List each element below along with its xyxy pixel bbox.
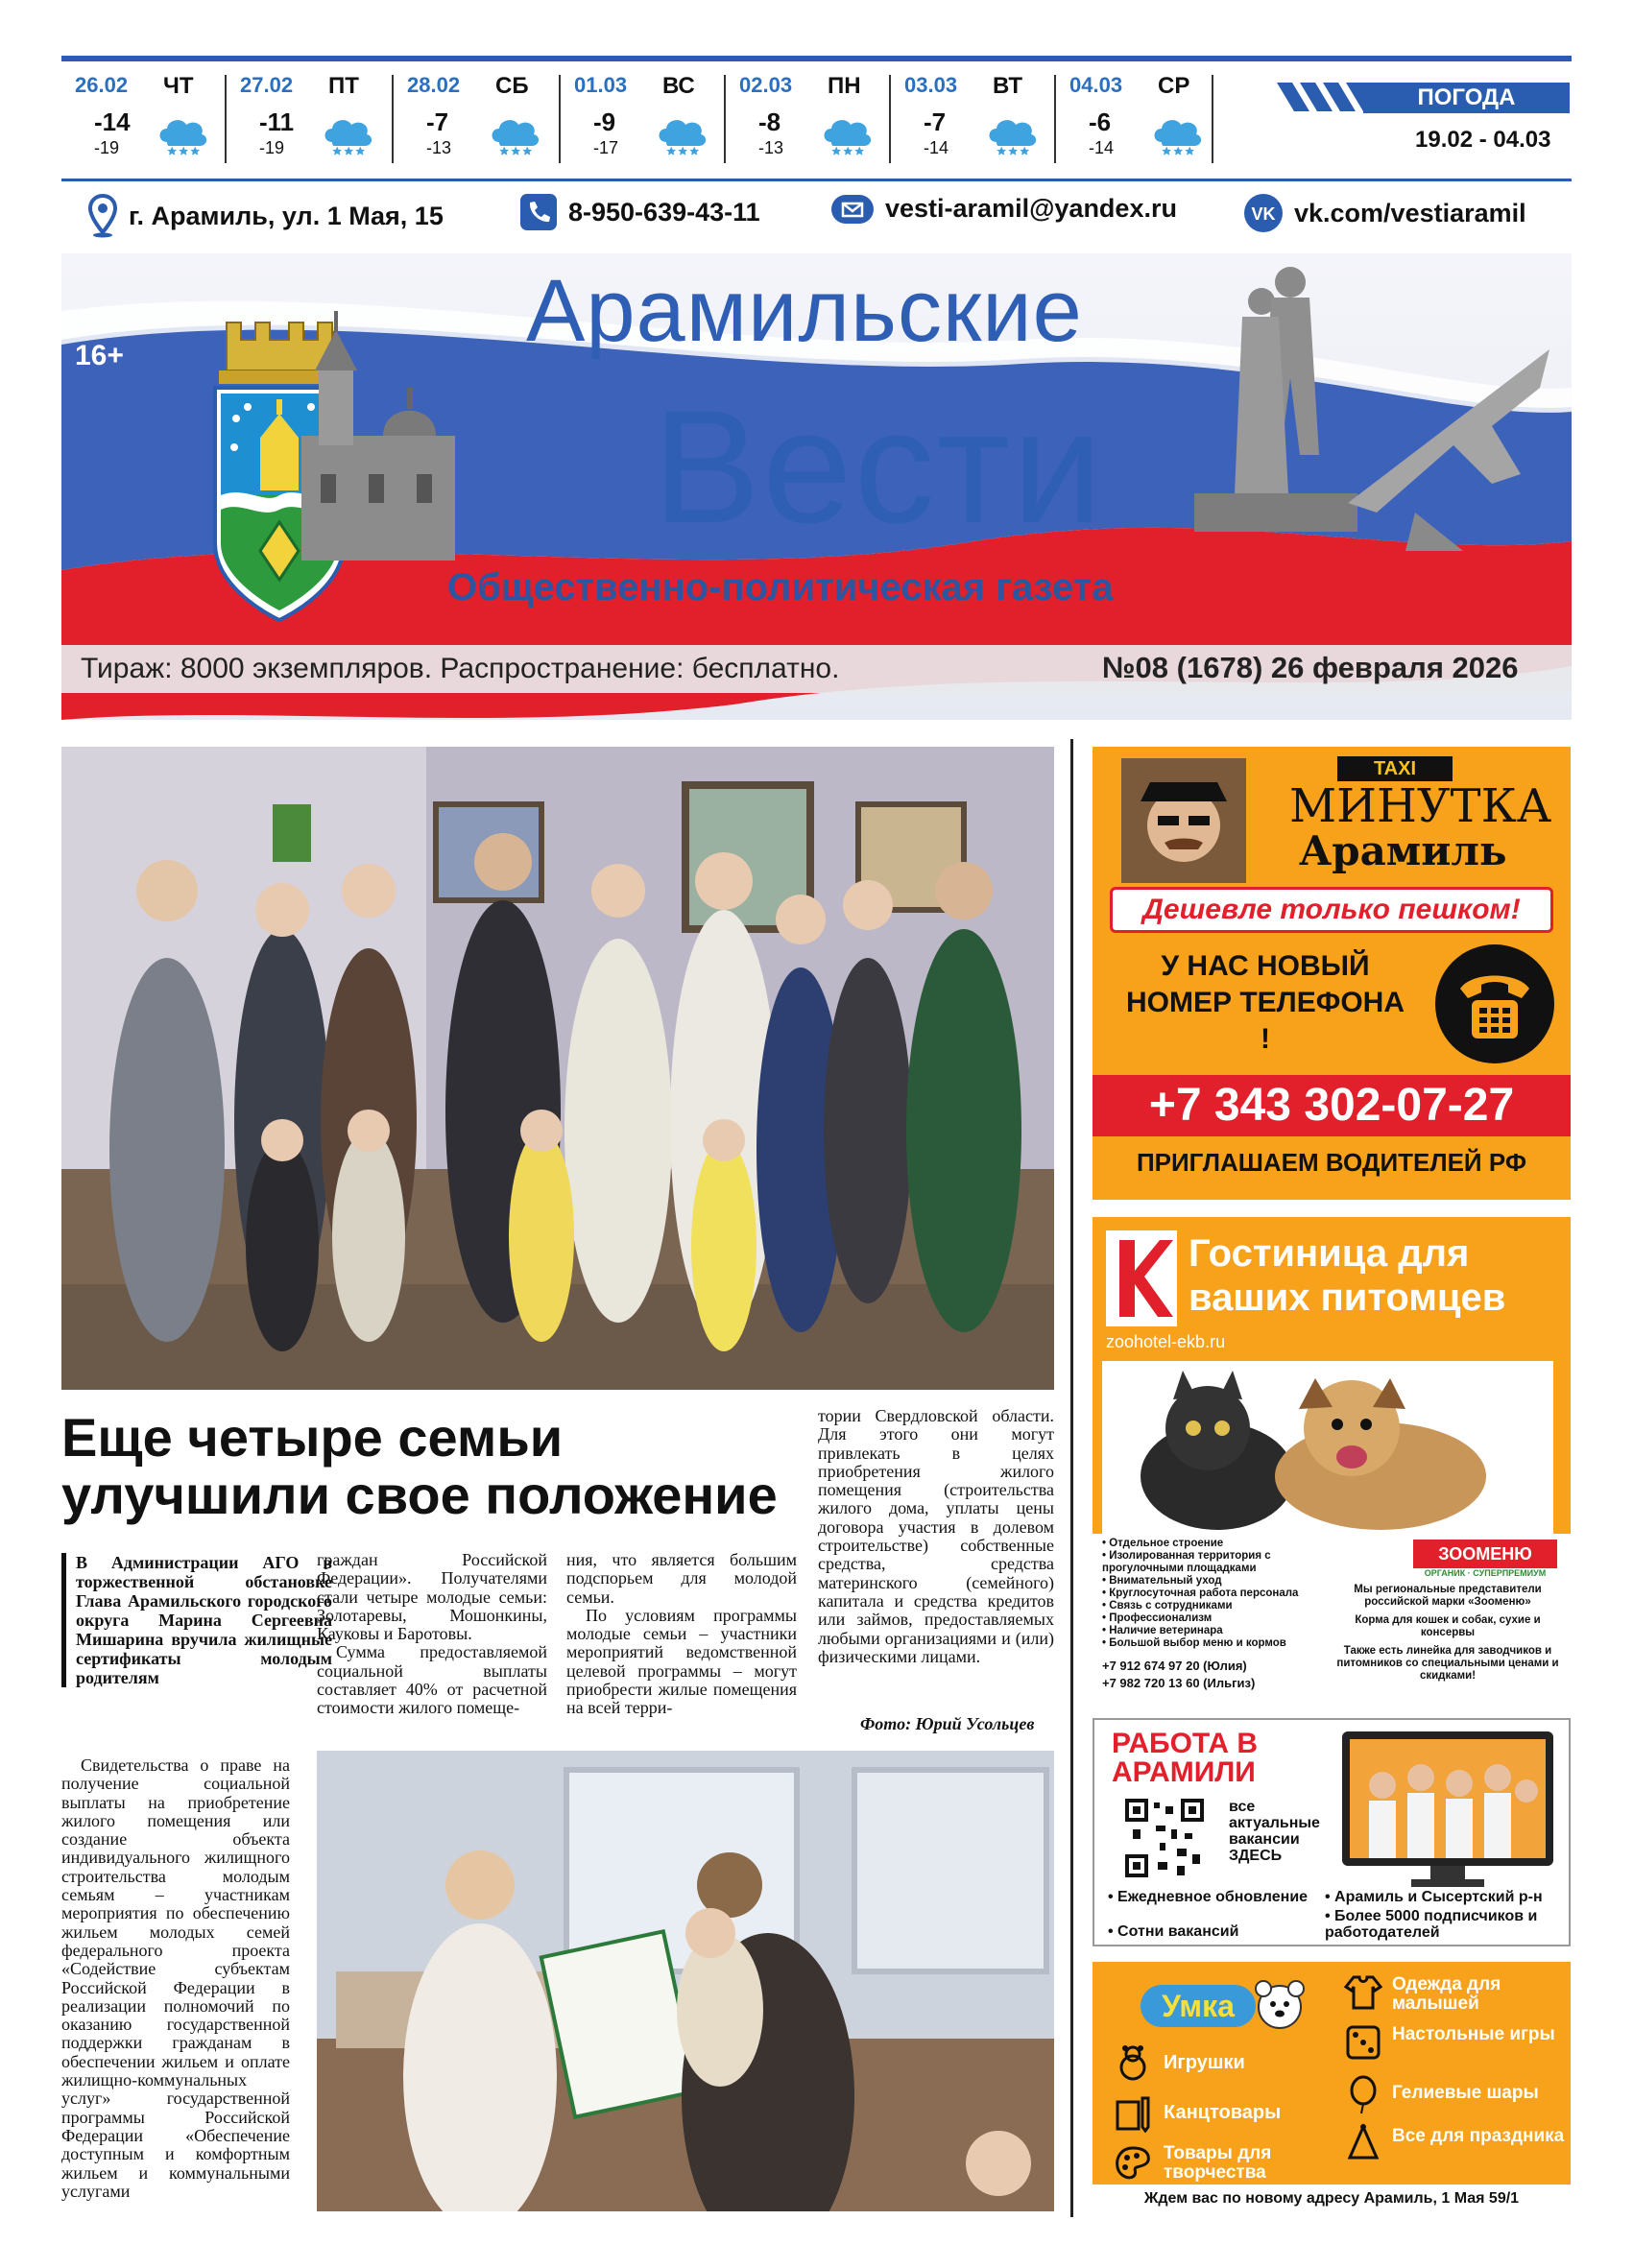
pets-illustration [1102, 1361, 1553, 1534]
weather-date: 02.03 [739, 73, 793, 97]
hotel-feature: • Наличие ветеринара [1102, 1625, 1223, 1636]
weather-weekday: СБ [495, 73, 529, 99]
column-4-text: тории Свердловской области. Для этого они могут привлекать в целях приобретения жилого помещения (строительства жилого дома, уплаты цены договора участия в долевом строительстве) собственные средства, средства материнского (семейного) капитала и средства кредитов или займов, предоставляемых любыми организациями и (или) физическими лицами. [818, 1406, 1054, 1666]
snow-cloud-icon [653, 111, 710, 161]
baby-clothes-icon [1344, 1973, 1382, 2012]
article-column-1 [61, 1756, 290, 2201]
qr-code-icon[interactable] [1123, 1797, 1206, 1879]
jobs-bullet-1: • Ежедневное обновление [1108, 1889, 1309, 1905]
phone [520, 194, 760, 230]
svg-text:VK: VK [1251, 204, 1276, 224]
bear-logo-icon [1252, 1977, 1308, 2033]
weather-separator [1054, 75, 1056, 163]
weather-label: ПОГОДА [1363, 83, 1570, 113]
weather-weekday: СР [1158, 73, 1190, 99]
weather-date: 04.03 [1069, 73, 1123, 97]
weather-date: 27.02 [240, 73, 294, 97]
taxi-ad[interactable] [1093, 747, 1571, 1200]
party-hat-icon [1344, 2123, 1382, 2161]
weather-weekday: ПН [828, 73, 861, 99]
stripes-decoration [1277, 83, 1368, 111]
zoomenu-brand: ЗООМЕНЮ [1413, 1540, 1557, 1568]
umka-item: Настольные игры [1392, 2024, 1555, 2044]
article-column-3 [566, 1551, 797, 1718]
weather-temp-min: -17 [593, 138, 619, 157]
jobs-bullet-4: • Более 5000 подписчиков и работодателей [1325, 1908, 1538, 1941]
hotel-phone-2[interactable]: +7 982 720 13 60 (Ильгиз) [1102, 1676, 1256, 1690]
weather-temp-max: -7 [426, 107, 449, 136]
taxi-badge: TAXI [1337, 756, 1453, 781]
circulation-text: Тираж: 8000 экземпляров. Распространение: бесплатно. [81, 653, 840, 684]
snow-cloud-icon [486, 111, 543, 161]
hotel-site[interactable]: zoohotel-ekb.ru [1106, 1332, 1226, 1351]
hotel-special: Также есть линейка для заводчиков и питомников со специальными ценами и скидками! [1336, 1645, 1559, 1682]
hotel-feature: • Отдельное строение [1102, 1538, 1224, 1549]
weather-weekday: ВТ [993, 73, 1023, 99]
weather-temp-min: -13 [426, 138, 452, 157]
weather-separator [225, 75, 227, 163]
umka-item: Одежда для малышей [1392, 1974, 1501, 2014]
email [831, 194, 1177, 224]
weather-date: 03.03 [904, 73, 958, 97]
weather-temp-max: -8 [758, 107, 781, 136]
photo-credit: Фото: Юрий Усольцев [860, 1714, 1035, 1733]
weather-weekday: ЧТ [163, 73, 194, 99]
palette-icon [1114, 2144, 1152, 2183]
weather-day [891, 71, 1056, 167]
taxi-city: Арамиль [1299, 827, 1507, 874]
umka-item: Канцтовары [1164, 2102, 1282, 2123]
weather-separator [889, 75, 891, 163]
pet-hotel-ad[interactable] [1093, 1217, 1571, 1703]
dice-icon [1344, 2023, 1382, 2062]
taxi-brand: МИНУТКА [1289, 779, 1552, 833]
umka-item: Все для праздника [1392, 2126, 1565, 2146]
jobs-title-2: АРАМИЛИ [1112, 1756, 1256, 1788]
newspaper-title-line2: Вести [653, 376, 1105, 557]
weather-date: 26.02 [75, 73, 129, 97]
weather-temp-max: -9 [593, 107, 616, 136]
column-2-paragraph-1: граждан Российской Федерации». Получателями стали четыре молодые семьи: Золотаревы, Мошонкины, Кауковы и Баротовы. [317, 1550, 547, 1644]
weather-temp-max: -6 [1089, 107, 1112, 136]
taxi-slogan: Дешевле только пешком! [1110, 887, 1553, 933]
headline-line2: улучшили свое положение [61, 1465, 778, 1525]
umka-item: Игрушки [1164, 2052, 1245, 2073]
column-3-paragraph-2: По условиям программы молодые семьи – участники мероприятий ведомственной целевой программы – могут приобрести жилые помещения на всей терри- [566, 1605, 797, 1718]
column-3-paragraph-1: ния, что является большим подспорьем для молодой семьи. [566, 1550, 797, 1607]
jobs-bullet-3: • Арамиль и Сысертский р-н [1325, 1889, 1543, 1905]
monument-illustration [1175, 263, 1559, 589]
church-illustration [292, 311, 465, 561]
location-pin-icon [88, 194, 117, 238]
weather-date: 28.02 [407, 73, 461, 97]
newspaper-title-line1: Арамильские [526, 262, 1083, 360]
hotel-feature: • Профессионализм [1102, 1612, 1213, 1624]
headline-line1: Еще четыре семьи [61, 1407, 564, 1468]
group-photo [61, 747, 1054, 1390]
weather-temp-min: -14 [924, 138, 949, 157]
snow-cloud-icon [1148, 111, 1206, 161]
hotel-title-2: ваших питомцев [1189, 1277, 1506, 1319]
phone-icon [520, 194, 557, 230]
hotel-feature: • Изолированная территория с прогулочными площадками [1102, 1550, 1271, 1574]
hotel-feature: • Внимательный уход [1102, 1575, 1222, 1587]
weather-top-rule [61, 56, 1572, 61]
taxi-notice: У НАС НОВЫЙ НОМЕР ТЕЛЕФОНА ! [1125, 950, 1405, 1055]
hotel-title-1: Гостиница для [1189, 1232, 1470, 1275]
weather-separator [559, 75, 561, 163]
article-headline [61, 1409, 778, 1524]
newspaper-subtitle: Общественно-политическая газета [447, 566, 1114, 609]
weather-day [61, 71, 227, 167]
hotel-feature: • Большой выбор меню и кормов [1102, 1637, 1286, 1649]
jobs-title-1: РАБОТА В [1112, 1728, 1259, 1759]
snow-cloud-icon [818, 111, 876, 161]
email-icon [831, 195, 874, 224]
column-2-paragraph-2: Сумма предоставляемой социальной выплаты составляет 40% от расчетной стоимости жилого помеще- [317, 1642, 547, 1718]
weather-weekday: ВС [662, 73, 695, 99]
jobs-qr-text: все актуальные вакансии ЗДЕСЬ [1229, 1799, 1320, 1864]
contact-top-rule [61, 179, 1572, 181]
weather-separator [392, 75, 394, 163]
hotel-feature: • Связь с сотрудниками [1102, 1600, 1233, 1611]
weather-separator [1212, 75, 1213, 163]
age-rating: 16+ [75, 340, 124, 371]
weather-separator [724, 75, 726, 163]
weather-temp-min: -14 [1089, 138, 1115, 157]
weather-weekday: ПТ [328, 73, 359, 99]
teddy-bear-icon [1114, 2044, 1152, 2083]
column-1-text: Свидетельства о праве на получение социальной выплаты на приобретение жилого помещения или создание объекта индивидуального жилищного строительства молодым семьям – участникам мероприятия по обеспечению жильем молодых семей федерального проекта «Содействие субъектам Российской Федерации в реализации полномочий по оказанию государственной поддержки гражданам в обеспечении жильем и оплате жилищно-коммунальных услуг» государственной программы Российской Федерации «Обеспечение доступным и комфортным жильем и коммунальными услугами [61, 1755, 290, 2201]
article-column-4 [818, 1407, 1054, 1666]
weather-temp-max: -14 [94, 107, 131, 136]
umka-brand: Умка [1141, 1985, 1256, 2027]
weather-day [394, 71, 559, 167]
hotel-feature: • Круглосуточная работа персонала [1102, 1588, 1299, 1599]
weather-temp-max: -7 [924, 107, 947, 136]
certificate-photo [317, 1751, 1054, 2211]
weather-day [561, 71, 726, 167]
phone-text[interactable]: 8-950-639-43-11 [568, 197, 760, 227]
monitor-illustration [1334, 1728, 1561, 1891]
hotel-phone-1[interactable]: +7 912 674 97 20 (Юлия) [1102, 1659, 1247, 1673]
jobs-bullet-2: • Сотни вакансий [1108, 1923, 1239, 1940]
weather-temp-min: -13 [758, 138, 784, 157]
address-text: г. Арамиль, ул. 1 Мая, 15 [129, 201, 444, 230]
taxi-invite: ПРИГЛАШАЕМ ВОДИТЕЛЕЙ РФ [1136, 1148, 1527, 1177]
hotel-features [1102, 1538, 1323, 1650]
vk-icon [1244, 194, 1283, 232]
weather-date-range: 19.02 - 04.03 [1415, 127, 1551, 153]
umka-item: Гелиевые шары [1392, 2083, 1539, 2103]
umka-address: Ждем вас по новому адресу Арамиль, 1 Мая 59/1 [1093, 2184, 1571, 2213]
umka-item: Товары для творчества [1164, 2143, 1272, 2183]
column-separator [1070, 739, 1073, 2217]
weather-date: 01.03 [574, 73, 628, 97]
article-column-2 [317, 1551, 547, 1718]
zoomenu-subbrand: ОРГАНИК · СУПЕРПРЕМИУМ [1424, 1568, 1547, 1578]
hotel-logo-icon [1106, 1230, 1177, 1326]
telephone-icon [1433, 943, 1556, 1065]
mascot-portrait-icon [1121, 758, 1246, 883]
snow-cloud-icon [319, 111, 376, 161]
weather-temp-max: -11 [259, 107, 295, 136]
certificate-photo-illustration [317, 1751, 1054, 2211]
weather-temp-min: -19 [259, 138, 285, 157]
issue-number: №08 (1678) 26 февраля 2026 [1102, 651, 1519, 684]
article-lead: В Администрации АГО в торжественной обстановке Глава Арамильского городского округа Марина Сергеевна Мишарина вручила жилищные сертификаты молодым родителям [61, 1553, 332, 1687]
weather-day [1056, 71, 1221, 167]
stationery-icon [1114, 2094, 1152, 2133]
address [88, 194, 444, 238]
umka-ad[interactable] [1093, 1962, 1571, 2213]
hotel-rep: Мы региональные представители российской марки «Зооменю» [1354, 1584, 1542, 1608]
jobs-ad[interactable] [1093, 1718, 1571, 1946]
email-text[interactable]: vesti-aramil@yandex.ru [885, 194, 1177, 223]
vk [1244, 194, 1526, 232]
vk-text[interactable]: vk.com/vestiaramil [1294, 198, 1526, 227]
taxi-phone[interactable]: +7 343 302-07-27 [1093, 1075, 1571, 1136]
snow-cloud-icon [154, 111, 211, 161]
weather-day [227, 71, 392, 167]
balloon-icon [1344, 2075, 1382, 2113]
snow-cloud-icon [983, 111, 1041, 161]
weather-temp-min: -19 [94, 138, 120, 157]
group-photo-illustration [61, 747, 1054, 1390]
weather-day [726, 71, 891, 167]
hotel-food: Корма для кошек и собак, сухие и консервы [1355, 1614, 1541, 1638]
